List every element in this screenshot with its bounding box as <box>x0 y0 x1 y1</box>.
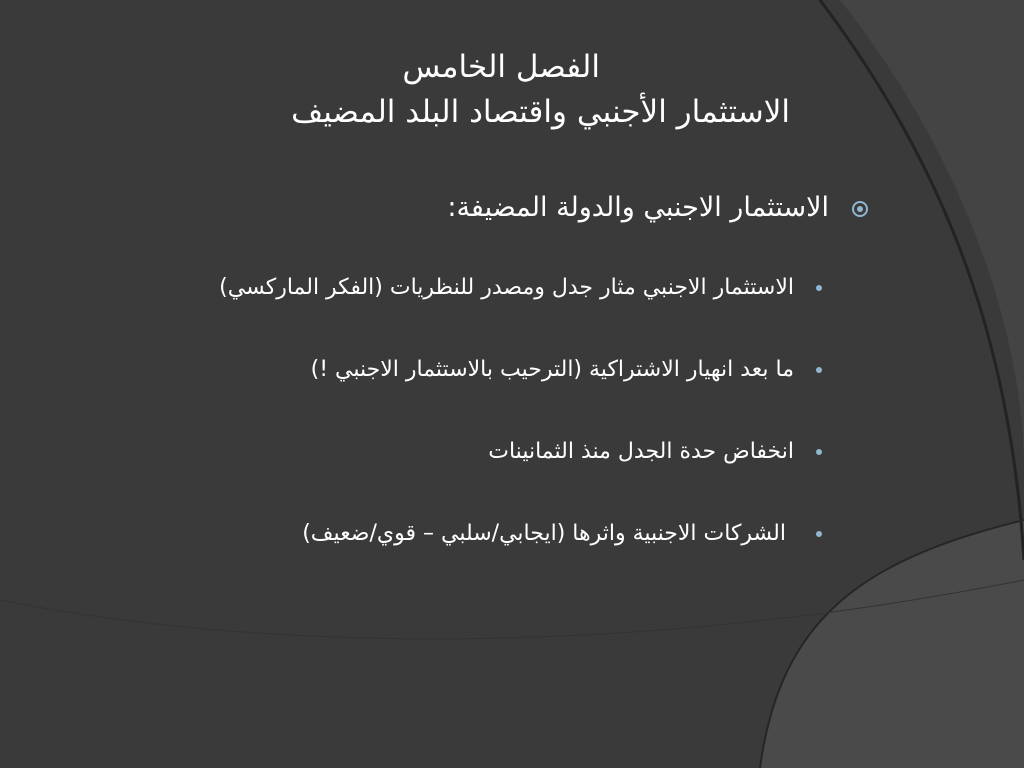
section-heading <box>447 188 829 228</box>
bullet-dot-icon <box>816 531 822 537</box>
title-line-subject: الاستثمار الأجنبي واقتصاد البلد المضيف <box>291 94 790 130</box>
bullet-dot-icon <box>816 449 822 455</box>
bullet-item-2: ما بعد انهيار الاشتراكية (الترحيب بالاستثمار الاجنبي !) <box>310 357 794 382</box>
bullet-dot-icon <box>816 285 822 291</box>
bullet-item-1: الاستثمار الاجنبي مثار جدل ومصدر للنظريات (الفكر الماركسي) <box>219 275 794 300</box>
bullet-item-4: الشركات الاجنبية واثرها (ايجابي/سلبي – قوي/ضعيف) <box>302 521 786 546</box>
title-line-chapter: الفصل الخامس <box>402 49 600 85</box>
section-heading-text: الاستثمار الاجنبي والدولة المضيفة: <box>447 192 829 223</box>
bullet-item-3: انخفاض حدة الجدل منذ الثمانينات <box>488 439 794 464</box>
bullet-dot-icon <box>816 367 822 373</box>
target-bullet-icon <box>851 200 869 218</box>
